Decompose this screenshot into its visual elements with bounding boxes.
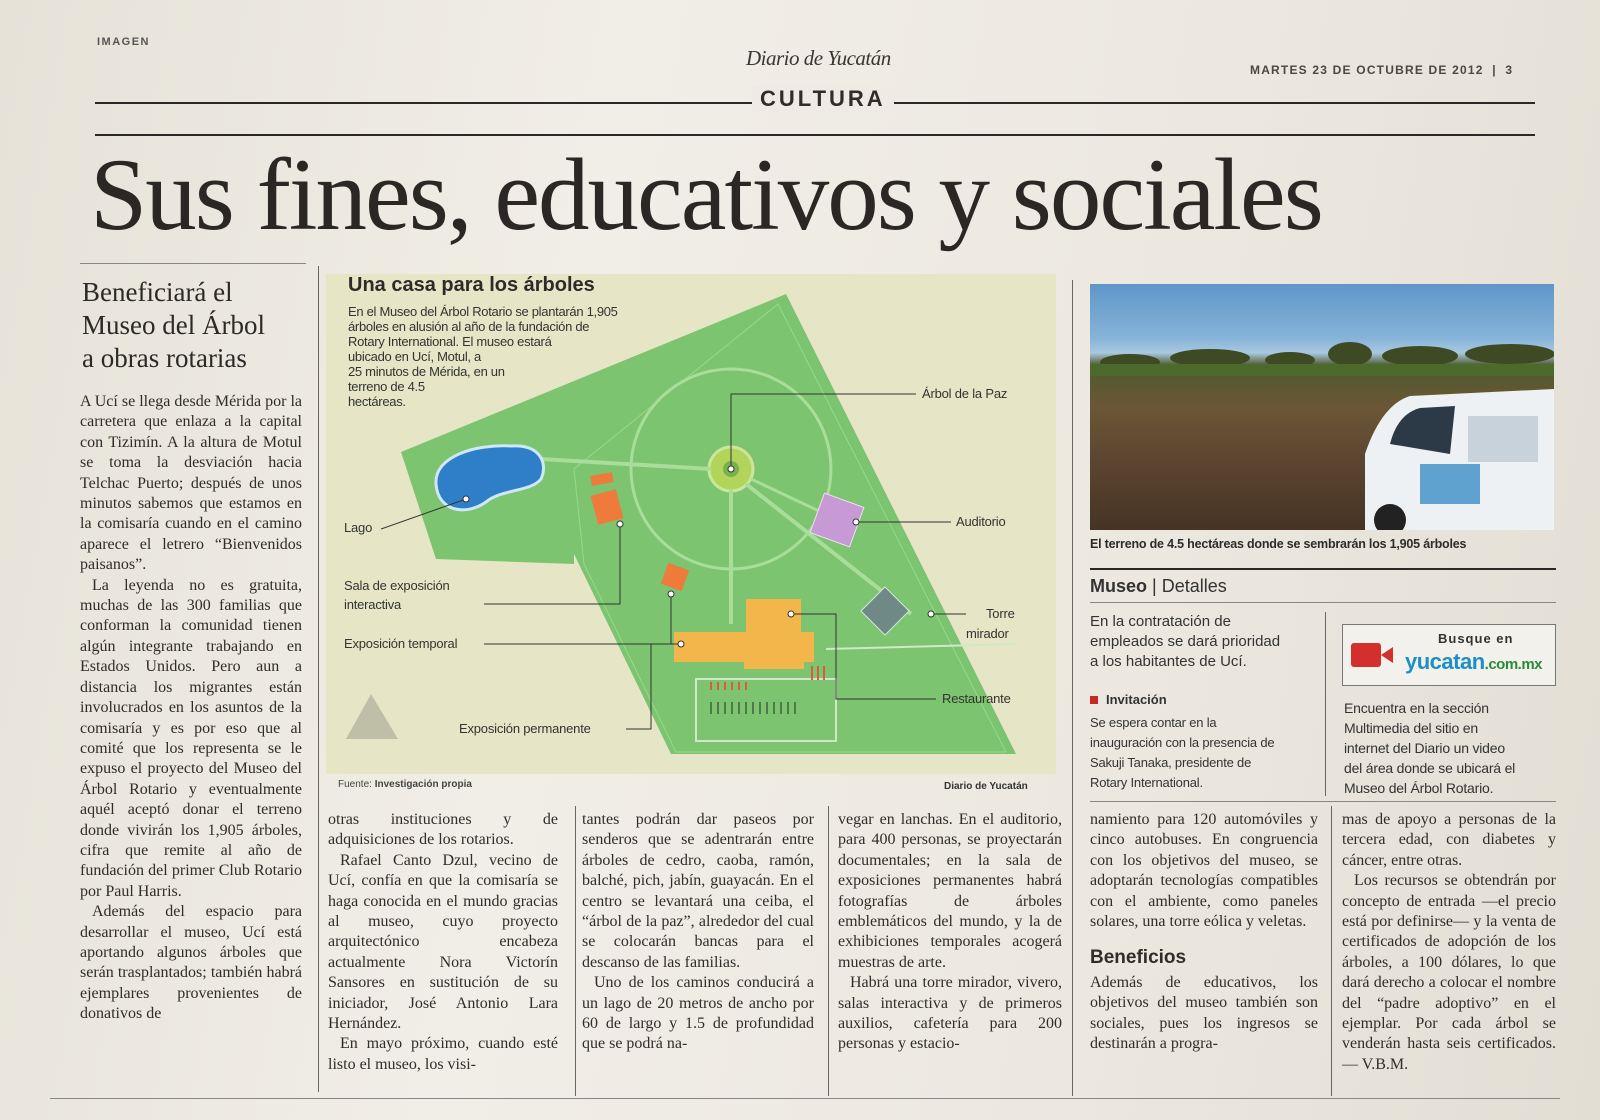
section-title: CULTURA [752,86,894,112]
details-title [1090,576,1227,597]
multimedia-text [1344,698,1515,798]
paragraph: Rafael Canto Dzul, vecino de Ucí, confía en que la comisaría se haga conocida en el mundo gracias al museo, cuyo proyecto arquitectónico encabeza actualmente Nora Victorín Sansores en sustitución de su iniciador, José Antonio Lara Hernández. [328,851,558,1033]
details-title-rest: Detalles [1161,576,1227,596]
video-camera-lens-icon [1381,647,1393,663]
label-torre-2: mirador [966,626,1009,641]
column-divider [1072,280,1073,1096]
details-title-sep: | [1147,576,1162,596]
intro-line: hectáreas. [348,394,406,409]
intro-line: 25 minutos de Mérida, en un [348,364,505,379]
label-expo-temporal: Exposición temporal [344,636,458,651]
intro-line: Rotary International. El museo estará [348,334,552,349]
subheadline-line-3: a obras rotarias [82,343,247,373]
label-restaurante: Restaurante [942,691,1011,706]
intro-line: ubicado en Ucí, Motul, a [348,349,481,364]
paragraph: En mayo próximo, cuando esté listo el museo, los visi- [328,1035,558,1073]
source-label: Fuente: [338,779,372,790]
infographic [326,274,1056,774]
search-promo-box[interactable] [1342,624,1556,686]
article-column-3 [582,810,814,1055]
invitation-text [1090,713,1274,793]
intro-line: terreno de 4.5 [348,379,425,394]
bottom-rule [50,1098,1560,1099]
details-bottom-rule [1090,801,1556,802]
article-column-4 [838,810,1062,1055]
multimedia-line: del área donde se ubicará el [1344,760,1516,776]
column-divider [318,266,319,1092]
lead-line: En la contratación de [1090,613,1231,630]
article-column-1 [80,392,302,1025]
intro-line: En el Museo del Árbol Rotario se plantarán 1,905 [348,304,618,319]
paragraph: vegar en lanchas. En el auditorio, para 400 personas, se proyectarán documentales; en la sala de exposiciones permanentes habrá fotografías de árboles emblemáticos del mundo, y la de exhibiciones temporales acogerá muestras de arte. [838,811,1062,971]
issue-date: MARTES 23 DE OCTUBRE DE 2012 | 3 [1250,63,1514,77]
article-column-2 [328,810,558,1075]
date-text: MARTES 23 DE OCTUBRE DE 2012 [1250,63,1484,77]
subheadline-line-1: Beneficiará el [82,277,233,307]
photo-caption: El terreno de 4.5 hectáreas donde se sembrarán los 1,905 árboles [1090,537,1467,551]
site-photo [1090,284,1554,530]
magazine-logo-icon [346,694,398,739]
details-title-bold: Museo [1090,576,1148,596]
search-label: Busque en [1438,631,1514,646]
invitation-line: Sakuji Tanaka, presidente de [1090,755,1252,770]
paragraph: Uno de los caminos conducirá a un lago de 20 metros de ancho por 60 de largo y 1.5 de profundidad que se podrá na- [582,974,814,1053]
column-divider [1331,806,1332,1096]
article-column-5 [1090,810,1318,1054]
intro-line: árboles en alusión al año de la fundación de [348,319,590,334]
label-expo-permanente: Exposición permanente [459,721,591,736]
paragraph: otras instituciones y de adquisiciones de los rotarios. [328,811,558,849]
multimedia-line: Museo del Árbol Rotario. [1344,780,1494,796]
invitation-line: inauguración con la presencia de [1090,735,1275,750]
subheadline-line-2: Museo del Árbol [82,310,265,340]
subheadline [82,276,265,375]
lead-line: a los habitantes de Ucí. [1090,653,1247,670]
invitation-heading [1090,692,1167,707]
search-site-a: yucatan [1405,649,1485,674]
details-rule [1090,568,1556,570]
infographic-intro [348,304,618,409]
column-divider [828,806,829,1096]
multimedia-line: internet del Diario un video [1344,740,1505,756]
paragraph: Los recursos se obtendrán por concepto de entrada —el precio está por definirse— y la venta de certificados de adopción de los árboles, a 100 dólares, lo que dará derecho a colocar el nombre del “padre adoptivo” en el ejemplar. Por cada árbol se venderán hasta seis certificados.— V.B.M. [1342,872,1556,1073]
paragraph: Habrá una torre mirador, vivero, salas interactiva y de primeros auxilios, cafetería para 200 personas y estacio- [838,974,1062,1053]
source-value: Investigación propia [374,779,472,790]
paragraph: namiento para 120 automóviles y cinco autobuses. En congruencia con los objetivos del museo, se adoptarán tecnologías compatibles con el ambiente, como paneles solares, una torre eólica y veletas. [1090,811,1318,931]
video-camera-icon [1351,643,1381,667]
infographic-credit: Diario de Yucatán [944,781,1028,792]
multimedia-line: Encuentra en la sección [1344,700,1489,716]
search-site [1405,649,1542,675]
masthead-logo: Diario de Yucatán [746,46,891,70]
paragraph: tantes podrán dar paseos por senderos que se adentrarán entre árboles de cedro, caoba, ramón, balché, pich, jabín, guayacán. En el centro se levantará una ceiba, el “árbol de la paz”, alrededor del cual se colocarán bancas para el descanso de las familias. [582,811,814,971]
paragraph: A Ucí se llega desde Mérida por la carretera que enlaza a la capital con Tizimín. A la altura de Motul se toma la desviación hacia Telchac Puerto; después de unos minutos sabemos que estamos en la comisaría cuando en el camino aparece el letrero “Bienvenidos paisanos”. [80,393,302,574]
details-divider [1325,612,1326,796]
infographic-title: Una casa para los árboles [348,274,595,296]
photo-scene [1090,284,1554,530]
article-column-6 [1342,810,1556,1075]
page-number: 3 [1505,63,1514,77]
paragraph: La leyenda no es gratuita, muchas de las 300 familias que conforman la comunidad tienen algún integrante trabajando en Estados Unidos. Pero aun a distancia los migrantes están involucrados en los asuntos de la comisaría y es por eso que al comité que los representa se le expuso el proyecto del Museo del Árbol Rotario y eventualmente aquél aceptó donar el terreno donde vivirán los 1,905 árboles, cifra que remite al año de fundación del primer Club Rotario por Paul Harris. [80,576,302,900]
label-sala-2: interactiva [344,597,402,612]
red-bullet-icon [1090,696,1098,704]
paragraph: Además de educativos, los objetivos del museo también son sociales, pues los ingresos se destinarán a progra- [1090,973,1318,1053]
label-lago: Lago [344,520,373,535]
subhead-rule [80,263,306,264]
search-site-b: .com.mx [1484,656,1543,673]
paragraph: Además del espacio para desarrollar el museo, Ucí está aportando algunos árboles que serán trasplantados; también habrá ejemplares provenientes de donativos de [80,903,302,1023]
section-label-imagen: IMAGEN [97,36,150,48]
multimedia-line: Multimedia del sitio en [1344,720,1478,736]
label-sala-1: Sala de exposición [344,578,450,593]
invitation-line: Rotary International. [1090,775,1203,790]
label-arbol-paz: Árbol de la Paz [922,386,1008,401]
details-lead [1090,612,1280,672]
invitation-title: Invitación [1106,692,1167,707]
details-title-rule [1090,602,1556,603]
invitation-line: Se espera contar en la [1090,715,1217,730]
label-torre-1: Torre [986,606,1015,621]
headline: Sus fines, educativos y sociales [90,138,1322,252]
label-auditorio: Auditorio [956,514,1006,529]
section-heading-beneficios: Beneficios [1090,947,1187,969]
lead-line: empleados se dará prioridad [1090,633,1281,650]
infographic-source [338,779,472,790]
column-divider [575,806,576,1096]
paragraph: mas de apoyo a personas de la tercera edad, con diabetes y cáncer, entre otras. [1342,811,1556,869]
